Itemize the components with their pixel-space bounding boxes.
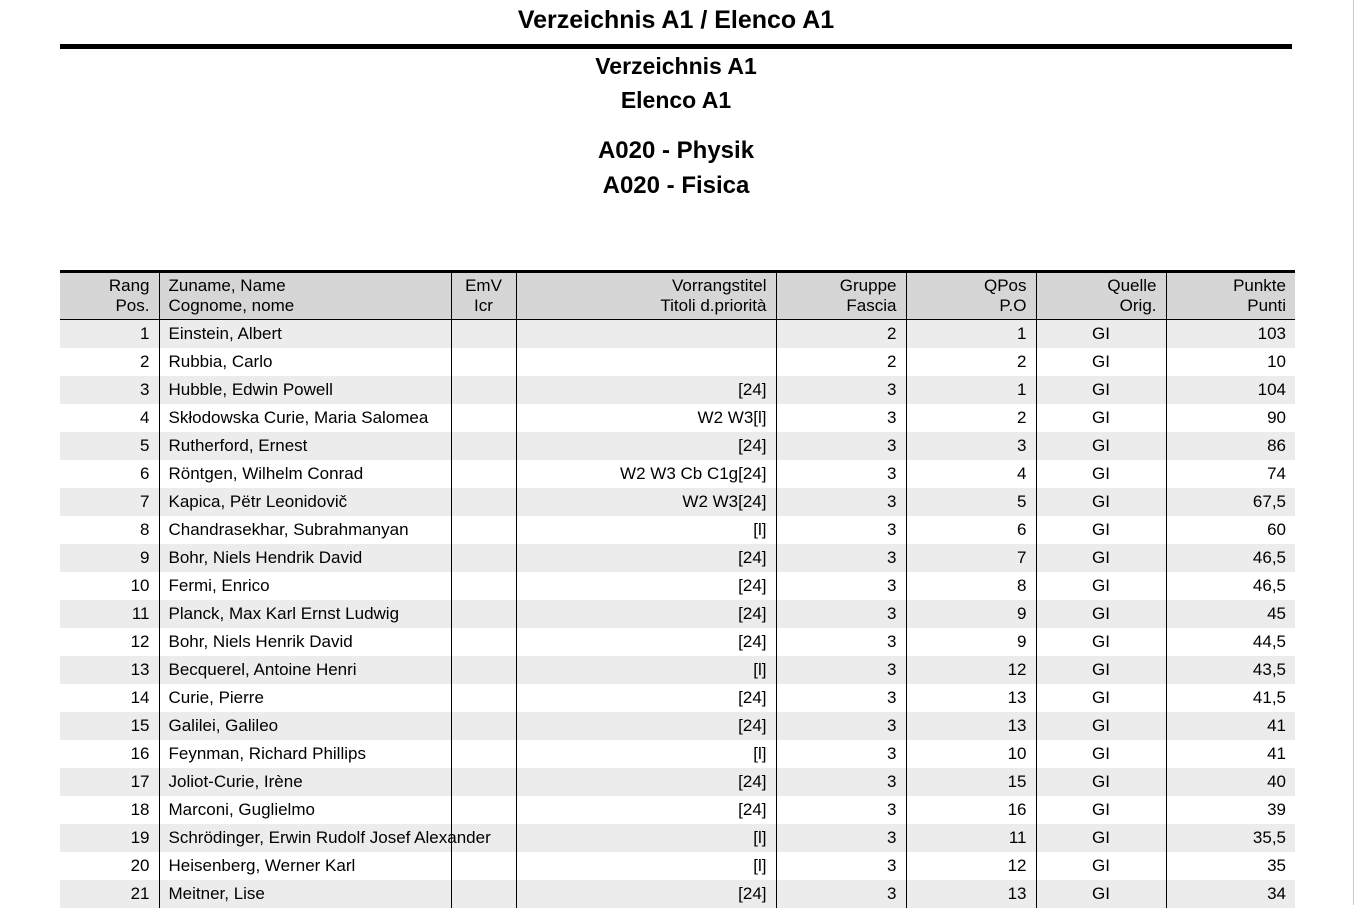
cell-rank: 12: [60, 628, 159, 656]
cell-rank: 10: [60, 572, 159, 600]
subject-it: A020 - Fisica: [0, 168, 1352, 203]
cell-source: GI: [1036, 852, 1166, 880]
table-row: [60, 684, 1295, 712]
cell-group: 3: [776, 600, 906, 628]
cell-name: Feynman, Richard Phillips: [159, 740, 451, 768]
cell-qpos: 1: [906, 320, 1036, 349]
cell-emv: [451, 880, 516, 908]
cell-rank: 19: [60, 824, 159, 852]
cell-group: 3: [776, 684, 906, 712]
cell-emv: [451, 656, 516, 684]
cell-source: GI: [1036, 320, 1166, 349]
col-rank-header: Rang Pos.: [60, 272, 159, 320]
cell-name: Rutherford, Ernest: [159, 432, 451, 460]
cell-name: Chandrasekhar, Subrahmanyan: [159, 516, 451, 544]
cell-rank: 16: [60, 740, 159, 768]
cell-group: 3: [776, 404, 906, 432]
cell-qpos: 16: [906, 796, 1036, 824]
cell-group: 3: [776, 432, 906, 460]
cell-rank: 9: [60, 544, 159, 572]
table-row: [60, 516, 1295, 544]
cell-points: 44,5: [1166, 628, 1295, 656]
col-points-header: Punkte Punti: [1166, 272, 1295, 320]
cell-priority: W2 W3[24]: [516, 488, 776, 516]
table-row: [60, 628, 1295, 656]
cell-qpos: 11: [906, 824, 1036, 852]
cell-priority: [24]: [516, 544, 776, 572]
col-name-header: Zuname, Name Cognome, nome: [159, 272, 451, 320]
cell-priority: [l]: [516, 656, 776, 684]
cell-priority: [l]: [516, 740, 776, 768]
cell-source: GI: [1036, 432, 1166, 460]
cell-points: 39: [1166, 796, 1295, 824]
col-group-header: Gruppe Fascia: [776, 272, 906, 320]
cell-points: 103: [1166, 320, 1295, 349]
cell-qpos: 4: [906, 460, 1036, 488]
cell-name: Skłodowska Curie, Maria Salomea: [159, 404, 451, 432]
cell-qpos: 13: [906, 712, 1036, 740]
col-priority-header: Vorrangstitel Titoli d.priorità: [516, 272, 776, 320]
cell-emv: [451, 684, 516, 712]
cell-source: GI: [1036, 796, 1166, 824]
cell-rank: 17: [60, 768, 159, 796]
table-row: [60, 600, 1295, 628]
cell-source: GI: [1036, 768, 1166, 796]
col-source-header: Quelle Orig.: [1036, 272, 1166, 320]
table-row: [60, 348, 1295, 376]
cell-priority: [24]: [516, 376, 776, 404]
cell-qpos: 7: [906, 544, 1036, 572]
cell-points: 46,5: [1166, 544, 1295, 572]
cell-emv: [451, 712, 516, 740]
cell-source: GI: [1036, 684, 1166, 712]
cell-points: 43,5: [1166, 656, 1295, 684]
cell-name: Röntgen, Wilhelm Conrad: [159, 460, 451, 488]
cell-qpos: 12: [906, 852, 1036, 880]
cell-priority: W2 W3 Cb C1g[24]: [516, 460, 776, 488]
cell-rank: 11: [60, 600, 159, 628]
cell-group: 3: [776, 852, 906, 880]
cell-name: Galilei, Galileo: [159, 712, 451, 740]
table-body: [60, 320, 1295, 908]
cell-rank: 21: [60, 880, 159, 908]
cell-qpos: 1: [906, 376, 1036, 404]
cell-points: 60: [1166, 516, 1295, 544]
cell-group: 3: [776, 880, 906, 908]
title-it: Elenco A1: [0, 83, 1352, 117]
cell-qpos: 9: [906, 628, 1036, 656]
cell-emv: [451, 796, 516, 824]
table-row: [60, 460, 1295, 488]
table-row: [60, 796, 1295, 824]
table-row: [60, 544, 1295, 572]
cell-group: 2: [776, 348, 906, 376]
cell-qpos: 10: [906, 740, 1036, 768]
table-row: [60, 572, 1295, 600]
cell-qpos: 9: [906, 600, 1036, 628]
cell-name: Joliot-Curie, Irène: [159, 768, 451, 796]
cell-rank: 18: [60, 796, 159, 824]
cell-group: 3: [776, 376, 906, 404]
table-row: [60, 488, 1295, 516]
cell-points: 35: [1166, 852, 1295, 880]
cell-qpos: 12: [906, 656, 1036, 684]
cell-group: 2: [776, 320, 906, 349]
cell-group: 3: [776, 712, 906, 740]
cell-group: 3: [776, 628, 906, 656]
cell-qpos: 3: [906, 432, 1036, 460]
cell-emv: [451, 432, 516, 460]
cell-name: Schrödinger, Erwin Rudolf Josef Alexander: [159, 824, 451, 852]
cell-points: 74: [1166, 460, 1295, 488]
cell-qpos: 2: [906, 404, 1036, 432]
cell-points: 35,5: [1166, 824, 1295, 852]
table-row: [60, 740, 1295, 768]
cell-emv: [451, 852, 516, 880]
ranking-table: [60, 270, 1295, 908]
cell-priority: [l]: [516, 824, 776, 852]
cell-emv: [451, 572, 516, 600]
cell-qpos: 5: [906, 488, 1036, 516]
cell-rank: 15: [60, 712, 159, 740]
cell-name: Marconi, Guglielmo: [159, 796, 451, 824]
cell-qpos: 13: [906, 880, 1036, 908]
cell-source: GI: [1036, 824, 1166, 852]
table-row: [60, 404, 1295, 432]
cell-group: 3: [776, 740, 906, 768]
cell-source: GI: [1036, 460, 1166, 488]
cell-source: GI: [1036, 740, 1166, 768]
cell-points: 34: [1166, 880, 1295, 908]
cell-source: GI: [1036, 880, 1166, 908]
cell-points: 40: [1166, 768, 1295, 796]
cell-emv: [451, 488, 516, 516]
cell-priority: [24]: [516, 628, 776, 656]
cell-name: Meitner, Lise: [159, 880, 451, 908]
cell-group: 3: [776, 460, 906, 488]
cell-group: 3: [776, 824, 906, 852]
cell-group: 3: [776, 572, 906, 600]
cell-rank: 13: [60, 656, 159, 684]
col-emv-header: EmV Icr: [451, 272, 516, 320]
table-row: [60, 656, 1295, 684]
cell-points: 86: [1166, 432, 1295, 460]
cell-rank: 3: [60, 376, 159, 404]
table-row: [60, 432, 1295, 460]
cell-emv: [451, 376, 516, 404]
cell-source: GI: [1036, 544, 1166, 572]
cell-points: 10: [1166, 348, 1295, 376]
col-qpos-header: QPos P.O: [906, 272, 1036, 320]
cell-emv: [451, 460, 516, 488]
cell-emv: [451, 404, 516, 432]
table-row: [60, 852, 1295, 880]
cell-emv: [451, 516, 516, 544]
cell-group: 3: [776, 796, 906, 824]
cell-emv: [451, 544, 516, 572]
cell-source: GI: [1036, 488, 1166, 516]
subject-block: [0, 133, 1352, 203]
cell-name: Kapica, Pëtr Leonidovič: [159, 488, 451, 516]
cell-name: Bohr, Niels Henrik David: [159, 628, 451, 656]
cell-emv: [451, 740, 516, 768]
cell-source: GI: [1036, 628, 1166, 656]
cell-source: GI: [1036, 376, 1166, 404]
cell-qpos: 6: [906, 516, 1036, 544]
cell-source: GI: [1036, 404, 1166, 432]
cell-priority: [l]: [516, 516, 776, 544]
cell-rank: 8: [60, 516, 159, 544]
cell-points: 67,5: [1166, 488, 1295, 516]
cell-priority: [516, 320, 776, 349]
cell-rank: 20: [60, 852, 159, 880]
page-header: Verzeichnis A1 / Elenco A1: [0, 5, 1352, 35]
cell-name: Bohr, Niels Hendrik David: [159, 544, 451, 572]
subject-de: A020 - Physik: [0, 133, 1352, 168]
table-row: [60, 880, 1295, 908]
cell-group: 3: [776, 656, 906, 684]
cell-group: 3: [776, 488, 906, 516]
cell-name: Heisenberg, Werner Karl: [159, 852, 451, 880]
cell-emv: [451, 600, 516, 628]
cell-emv: [451, 768, 516, 796]
cell-priority: [24]: [516, 572, 776, 600]
cell-priority: W2 W3[l]: [516, 404, 776, 432]
cell-name: Hubble, Edwin Powell: [159, 376, 451, 404]
cell-group: 3: [776, 544, 906, 572]
cell-emv: [451, 628, 516, 656]
scrollbar-edge: [1353, 0, 1361, 905]
cell-group: 3: [776, 516, 906, 544]
cell-points: 45: [1166, 600, 1295, 628]
cell-priority: [24]: [516, 684, 776, 712]
cell-priority: [24]: [516, 600, 776, 628]
cell-name: Becquerel, Antoine Henri: [159, 656, 451, 684]
cell-emv: [451, 320, 516, 349]
cell-rank: 1: [60, 320, 159, 349]
cell-points: 46,5: [1166, 572, 1295, 600]
cell-source: GI: [1036, 712, 1166, 740]
title-block: [0, 49, 1352, 117]
cell-rank: 4: [60, 404, 159, 432]
table-row: [60, 320, 1295, 349]
table-row: [60, 712, 1295, 740]
cell-qpos: 2: [906, 348, 1036, 376]
cell-qpos: 8: [906, 572, 1036, 600]
cell-points: 41: [1166, 712, 1295, 740]
cell-rank: 7: [60, 488, 159, 516]
cell-rank: 14: [60, 684, 159, 712]
cell-name: Einstein, Albert: [159, 320, 451, 349]
cell-points: 41: [1166, 740, 1295, 768]
cell-priority: [24]: [516, 880, 776, 908]
cell-points: 104: [1166, 376, 1295, 404]
cell-name: Curie, Pierre: [159, 684, 451, 712]
cell-source: GI: [1036, 656, 1166, 684]
cell-qpos: 15: [906, 768, 1036, 796]
cell-name: Rubbia, Carlo: [159, 348, 451, 376]
table-row: [60, 768, 1295, 796]
cell-priority: [24]: [516, 768, 776, 796]
cell-source: GI: [1036, 348, 1166, 376]
cell-priority: [24]: [516, 432, 776, 460]
table-row: [60, 376, 1295, 404]
cell-qpos: 13: [906, 684, 1036, 712]
cell-rank: 5: [60, 432, 159, 460]
cell-source: GI: [1036, 572, 1166, 600]
table-row: [60, 824, 1295, 852]
cell-priority: [516, 348, 776, 376]
cell-rank: 2: [60, 348, 159, 376]
cell-priority: [l]: [516, 852, 776, 880]
cell-emv: [451, 348, 516, 376]
title-de: Verzeichnis A1: [0, 49, 1352, 83]
table-header: [60, 272, 1295, 320]
cell-points: 41,5: [1166, 684, 1295, 712]
cell-name: Fermi, Enrico: [159, 572, 451, 600]
cell-name: Planck, Max Karl Ernst Ludwig: [159, 600, 451, 628]
cell-source: GI: [1036, 600, 1166, 628]
cell-priority: [24]: [516, 712, 776, 740]
cell-points: 90: [1166, 404, 1295, 432]
cell-rank: 6: [60, 460, 159, 488]
cell-priority: [24]: [516, 796, 776, 824]
cell-group: 3: [776, 768, 906, 796]
cell-source: GI: [1036, 516, 1166, 544]
